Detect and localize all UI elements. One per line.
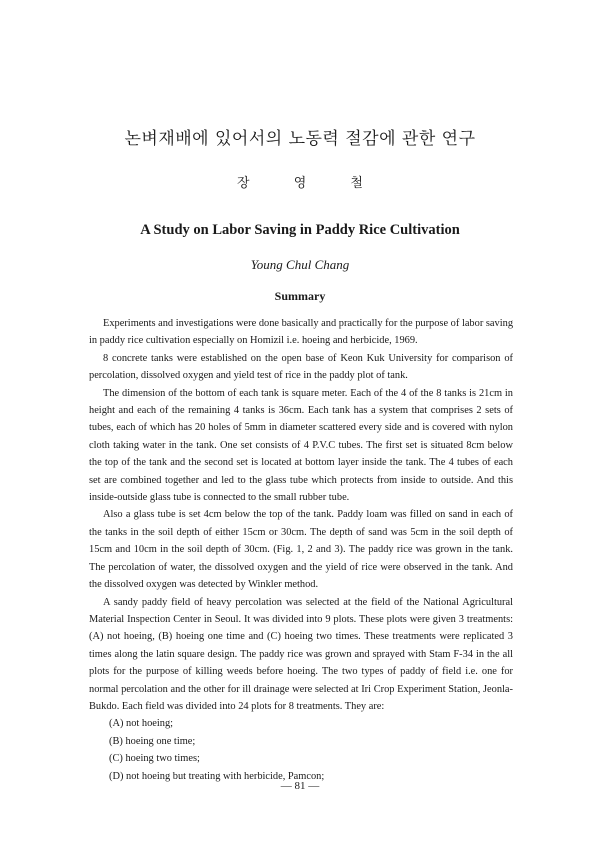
paragraph: Also a glass tube is set 4cm below the top of the tank. Paddy loam was filled on sand in each of the tanks in the soil depth of either 15cm or 30cm. The depth of sand was 5cm in the soil depth of 15cm and 10cm in the soil depth of 30cm. (Fig. 1, 2 and 3). The paddy rice was grown in the tank. The percolation of water, the dissolved oxygen and the yield of rice were observed in the tank. And the dissolved oxygen was detected by Winkler method. <box>89 509 513 591</box>
summary-heading: Summary <box>274 289 326 303</box>
paragraph: A sandy paddy field of heavy percolation was selected at the field of the National Agricultural Material Inspection Center in Seoul. It was divided into 9 plots. These plots were given 3 treatments: (A) not hoeing, (B) hoeing one time and (C) hoeing two times. These treatments were replicated 3 times along the latin square design. The paddy rice was grown and sprayed with Stam F-34 in the all plots for the purpose of killing weeds before hoeing. The two types of paddy of field i.e. one for normal percolation and the other for ill drainage were selected at Iri Crop Experiment Station, Jeonla-Bukdo. Each field was divided into 24 plots for 8 treatments. They are: <box>89 596 513 712</box>
summary-body <box>89 315 513 785</box>
list-item: (C) hoeing two times; <box>109 753 200 765</box>
treatment-list <box>89 715 513 785</box>
list-item: (B) hoeing one time; <box>109 735 196 747</box>
list-item: (D) not hoeing but treating with herbicide, Pamcon; <box>109 770 325 782</box>
paragraph: 8 concrete tanks were established on the open base of Keon Kuk University for comparison of percolation, dissolved oxygen and yield test of rice in the paddy plot of tank. <box>89 352 513 382</box>
list-item: (A) not hoeing; <box>109 718 174 730</box>
english-title: A Study on Labor Saving in Paddy Rice Cultivation <box>140 222 460 238</box>
paragraph: Experiments and investigations were done basically and practically for the purpose of labor saving in paddy rice cultivation especially on Homizil i.e. hoeing and herbicide, 1969. <box>89 318 514 347</box>
korean-title: 논벼재배에 있어서의 노동력 절감에 관한 연구 <box>124 129 476 149</box>
paragraph: The dimension of the bottom of each tank is square meter. Each of the 4 of the 8 tanks is 21cm in height and each of the remaining 4 tanks is 36cm. Each tank has a system that comprises 2 sets of tubes, each of which has 20 holes of 5mm in diameter scattered every side and is covered with nylon cloth taking water in the tank. One set consists of 4 P.V.C tubes. The first set is situated 8cm below the top of the tank and the second set is located at bottom layer inside the tank. The 4 tubes of each set are combined together and led to the glass tube which protects from inside to outside. And this inside-outside glass tube is connected to the small rubber tube. <box>89 387 513 504</box>
page-number: — 81 — <box>280 780 320 792</box>
english-author: Young Chul Chang <box>250 257 350 272</box>
korean-author: 장 영 철 <box>237 176 363 191</box>
